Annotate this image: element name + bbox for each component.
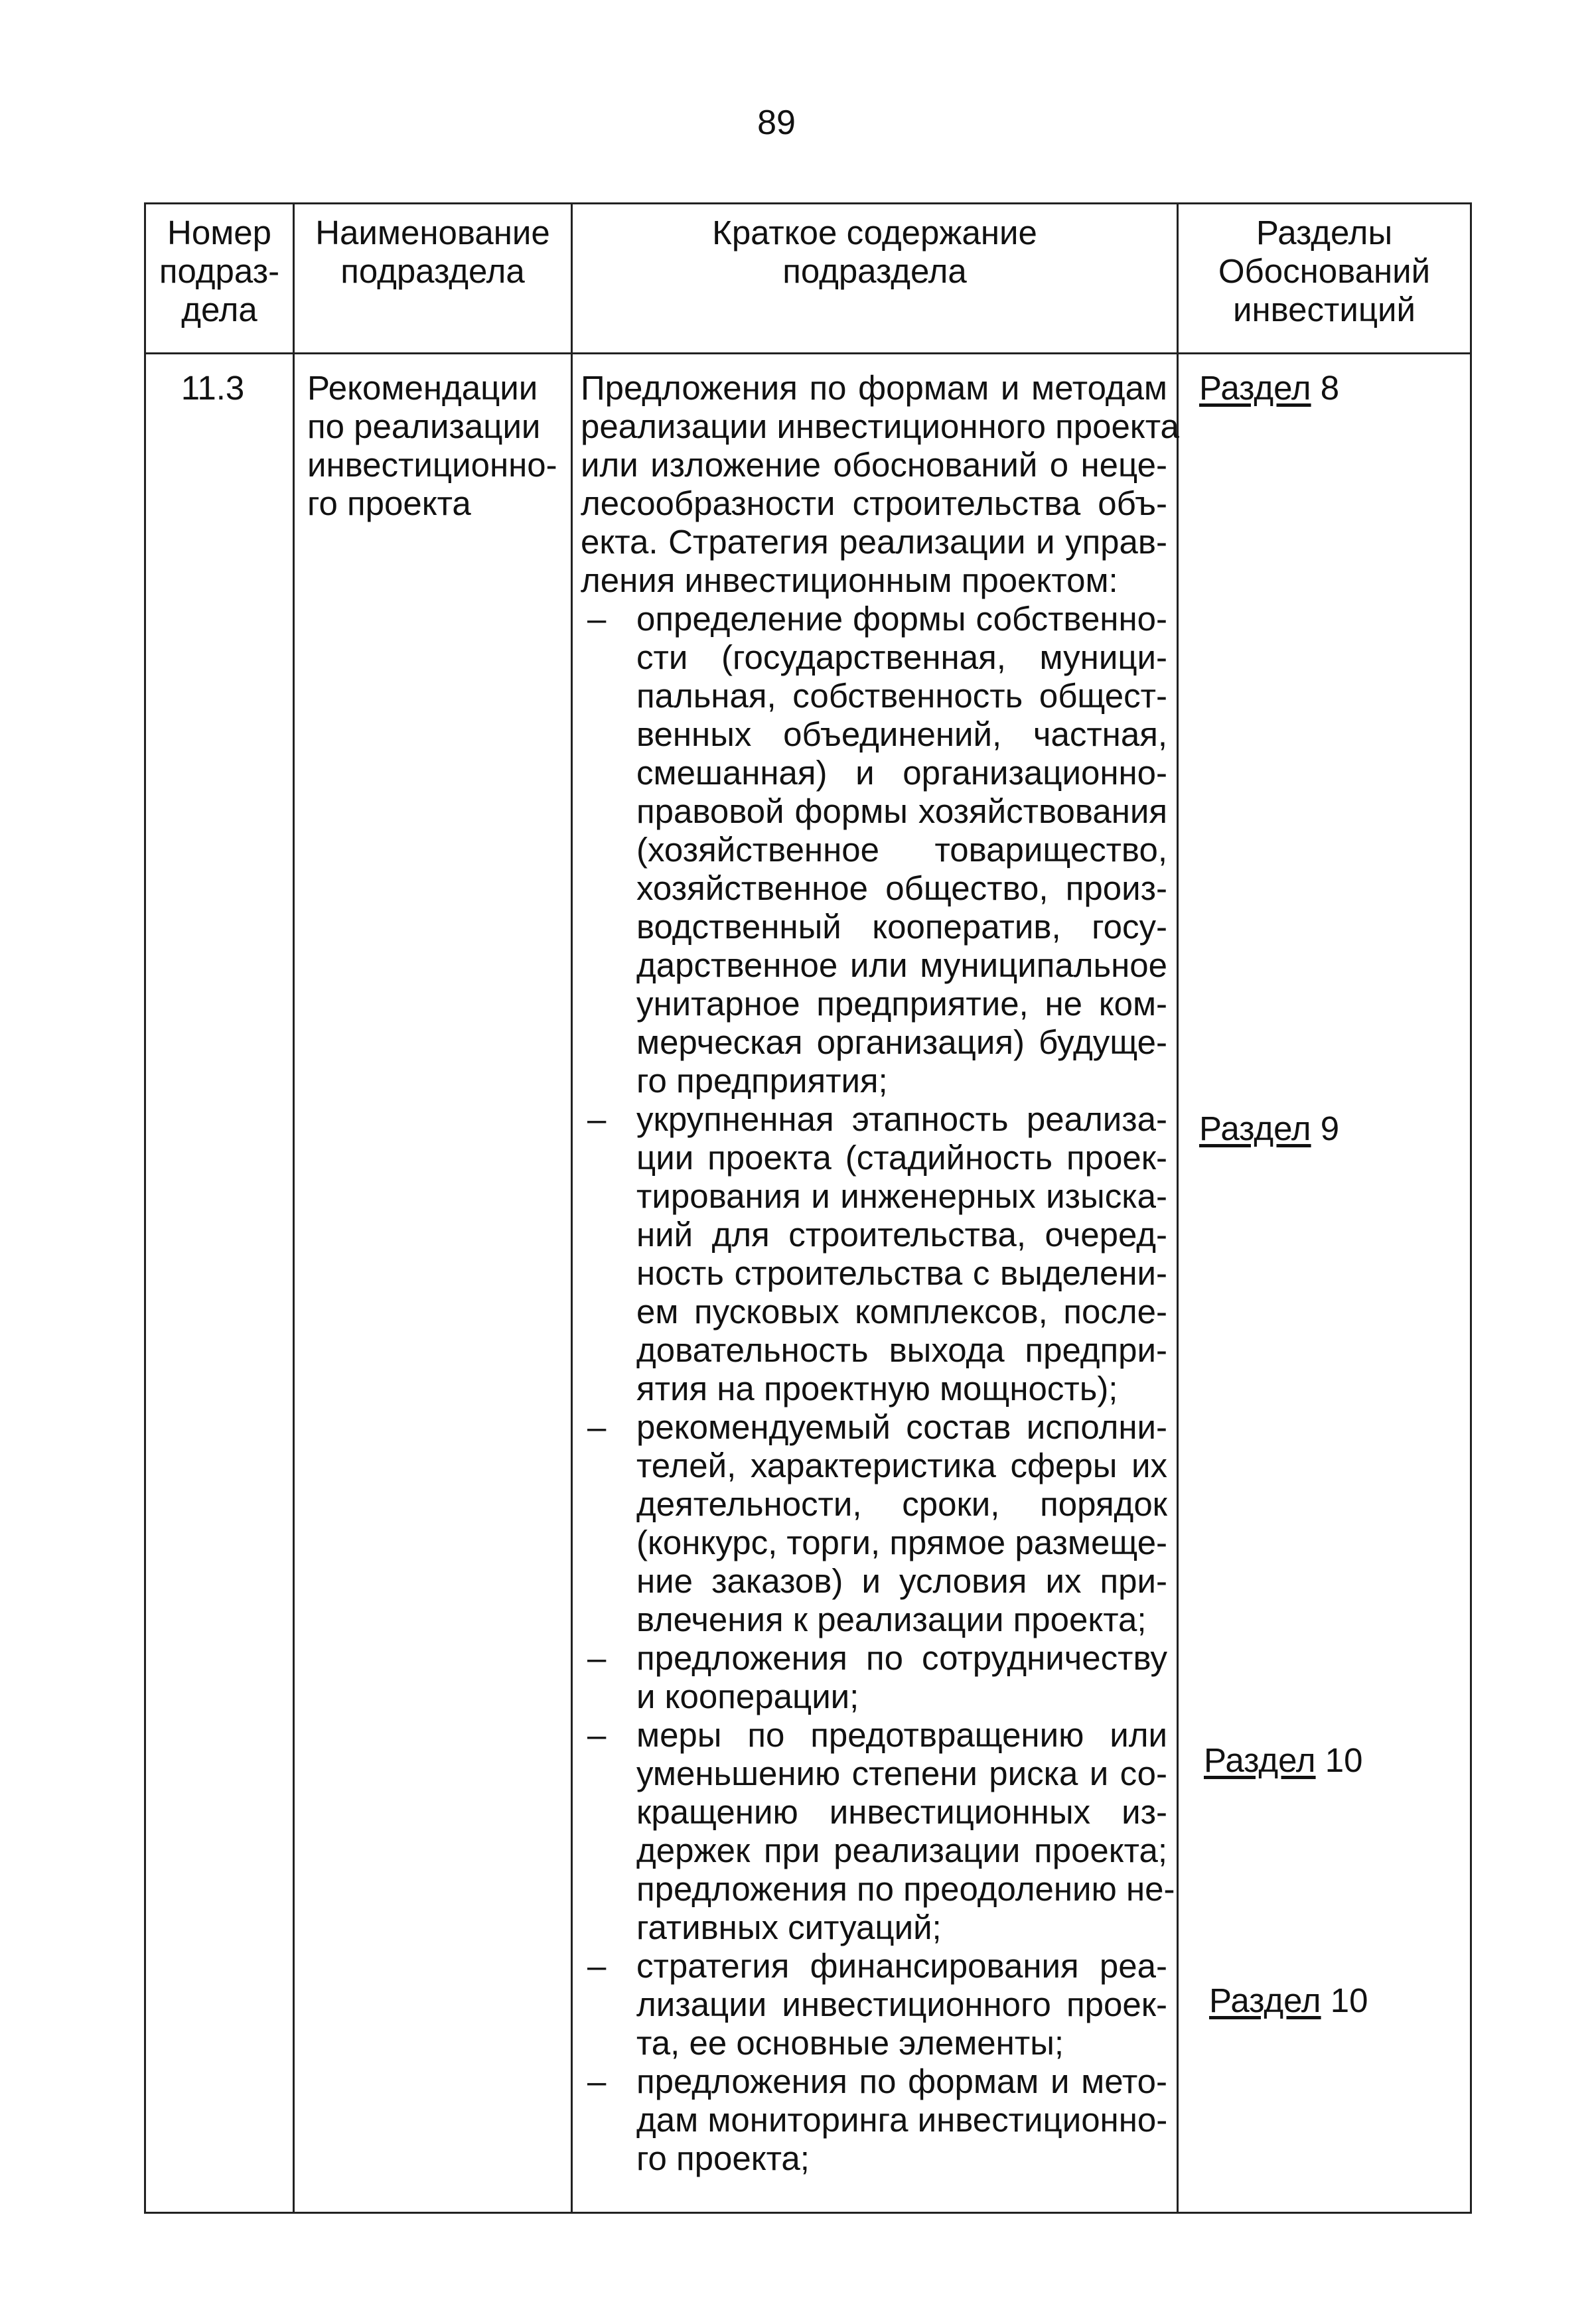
list-item-line: дарственное или муниципальное xyxy=(636,946,1167,984)
list-item-line: лизации инвестиционного проек- xyxy=(636,1985,1167,2023)
list-item-line: ции проекта (стадийность проек- xyxy=(636,1139,1167,1177)
header-line: Краткое содержание xyxy=(712,214,1037,252)
list-item-line: го проекта; xyxy=(636,2139,810,2177)
dash-marker: – xyxy=(587,1100,607,1138)
list-item xyxy=(581,2062,1167,2178)
list-item-line: дам мониторинга инвестиционно- xyxy=(636,2101,1168,2139)
header-line: инвестиций xyxy=(1232,291,1416,328)
list-item-line: ние заказов) и условия их при- xyxy=(636,1562,1167,1600)
section-word: Раздел xyxy=(1199,369,1311,407)
page-number: 89 xyxy=(757,104,796,142)
header-line: Обоснований xyxy=(1218,252,1431,290)
list-item-line: смешанная) и организационно- xyxy=(636,754,1167,792)
section-num: 8 xyxy=(1320,369,1340,407)
list-item-line: предложения по сотрудничеству xyxy=(636,1639,1167,1677)
dash-marker: – xyxy=(587,1716,607,1754)
list-item xyxy=(581,1947,1167,2062)
list-item-line: меры по предотвращению или xyxy=(636,1716,1167,1754)
list-item xyxy=(581,600,1167,1100)
list-item-line: влечения к реализации проекта; xyxy=(636,1601,1147,1638)
list-item-line: довательность выхода предпри- xyxy=(636,1331,1167,1369)
section-ref-9 xyxy=(1199,1110,1339,1148)
list-item xyxy=(581,1100,1167,1408)
list-item-line: унитарное предприятие, не ком- xyxy=(636,985,1167,1023)
list-item-line: предложения по преодолению не- xyxy=(636,1870,1175,1908)
list-item-line: рекомендуемый состав исполни- xyxy=(636,1408,1167,1446)
list-item-line: (хозяйственное товарищество, xyxy=(636,831,1167,869)
content-line: екта. Стратегия реализации и управ- xyxy=(581,523,1167,561)
subsection-name xyxy=(294,354,572,2213)
list-item-line: водственный кооператив, госу- xyxy=(636,908,1167,946)
header-line: подраздела xyxy=(782,252,967,290)
header-line: подраз- xyxy=(159,252,280,290)
subsection-number: 11.3 xyxy=(145,354,294,2213)
content-line: ления инвестиционным проектом: xyxy=(581,561,1118,599)
list-item-line: деятельности, сроки, порядок xyxy=(636,1485,1167,1523)
table-row xyxy=(145,354,1471,2213)
table-header-row xyxy=(145,204,1471,354)
section-ref-8 xyxy=(1199,369,1339,407)
content-list xyxy=(581,600,1175,2178)
document-table xyxy=(144,202,1472,2214)
name-line: Рекомендации xyxy=(307,369,538,407)
list-item xyxy=(581,1639,1167,1716)
header-line: Наименование xyxy=(315,214,550,252)
list-item-line: венных объединений, частная, xyxy=(636,715,1167,753)
name-line: инвестиционно- xyxy=(307,446,557,484)
list-item-line: пальная, собственность общест- xyxy=(636,677,1167,715)
section-ref-10-second xyxy=(1209,1981,1368,2020)
list-item-line: (конкурс, торги, прямое размеще- xyxy=(636,1524,1168,1561)
header-number xyxy=(145,204,294,354)
list-item-line: ний для строительства, очеред- xyxy=(636,1216,1167,1254)
list-item-line: хозяйственное общество, произ- xyxy=(636,869,1167,907)
header-content xyxy=(572,204,1178,354)
name-line: по реализации xyxy=(307,407,541,445)
header-name xyxy=(294,204,572,354)
list-item-line: кращению инвестиционных из- xyxy=(636,1793,1167,1831)
subsection-content xyxy=(572,354,1178,2213)
content-intro xyxy=(581,369,1179,600)
list-item-line: укрупненная этапность реализа- xyxy=(636,1100,1167,1138)
section-word: Раздел xyxy=(1199,1110,1311,1147)
list-item-line: определение формы собственно- xyxy=(636,600,1167,638)
content-line: лесообразности строительства объ- xyxy=(581,484,1167,522)
list-item-line: стратегия финансирования реа- xyxy=(636,1947,1167,1985)
section-num: 10 xyxy=(1325,1741,1363,1779)
dash-marker: – xyxy=(587,1408,607,1446)
header-line: Номер xyxy=(167,214,271,252)
list-item-line: и кооперации; xyxy=(636,1678,859,1715)
list-item-line: ем пусковых комплексов, после- xyxy=(636,1293,1167,1331)
section-word: Раздел xyxy=(1204,1741,1316,1779)
list-item-line: та, ее основные элементы; xyxy=(636,2024,1064,2062)
section-num: 9 xyxy=(1320,1110,1340,1147)
list-item-line: сти (государственная, муници- xyxy=(636,638,1167,676)
dash-marker: – xyxy=(587,600,607,638)
list-item-line: ность строительства с выделени- xyxy=(636,1254,1167,1292)
dash-marker: – xyxy=(587,1947,607,1985)
list-item-line: ятия на проектную мощность); xyxy=(636,1370,1118,1407)
list-item-line: телей, характеристика сферы их xyxy=(636,1447,1167,1484)
section-word: Раздел xyxy=(1209,1981,1321,2019)
content-line: реализации инвестиционного проекта xyxy=(581,407,1179,445)
content-line: или изложение обоснований о неце- xyxy=(581,446,1167,484)
list-item xyxy=(581,1716,1175,1947)
list-item-line: держек при реализации проекта; xyxy=(636,1832,1167,1869)
section-ref-10 xyxy=(1204,1741,1362,1780)
list-item-line: гативных ситуаций; xyxy=(636,1908,942,1946)
list-item-line: правовой формы хозяйствования xyxy=(636,792,1167,830)
name-line: го проекта xyxy=(307,484,471,522)
dash-marker: – xyxy=(587,1639,607,1677)
list-item-line: тирования и инженерных изыска- xyxy=(636,1177,1167,1215)
list-item-line: уменьшению степени риска и со- xyxy=(636,1755,1167,1792)
header-line: подраздела xyxy=(340,252,525,290)
header-sections xyxy=(1178,204,1471,354)
header-line: дела xyxy=(181,291,257,328)
list-item xyxy=(581,1408,1167,1639)
section-num: 10 xyxy=(1330,1981,1368,2019)
investment-sections xyxy=(1178,354,1471,2213)
list-item-line: го предприятия; xyxy=(636,1062,888,1100)
dash-marker: – xyxy=(587,2062,607,2100)
list-item-line: мерческая организация) будуще- xyxy=(636,1023,1167,1061)
content-line: Предложения по формам и методам xyxy=(581,369,1167,407)
list-item-line: предложения по формам и мето- xyxy=(636,2062,1167,2100)
header-line: Разделы xyxy=(1256,214,1393,252)
